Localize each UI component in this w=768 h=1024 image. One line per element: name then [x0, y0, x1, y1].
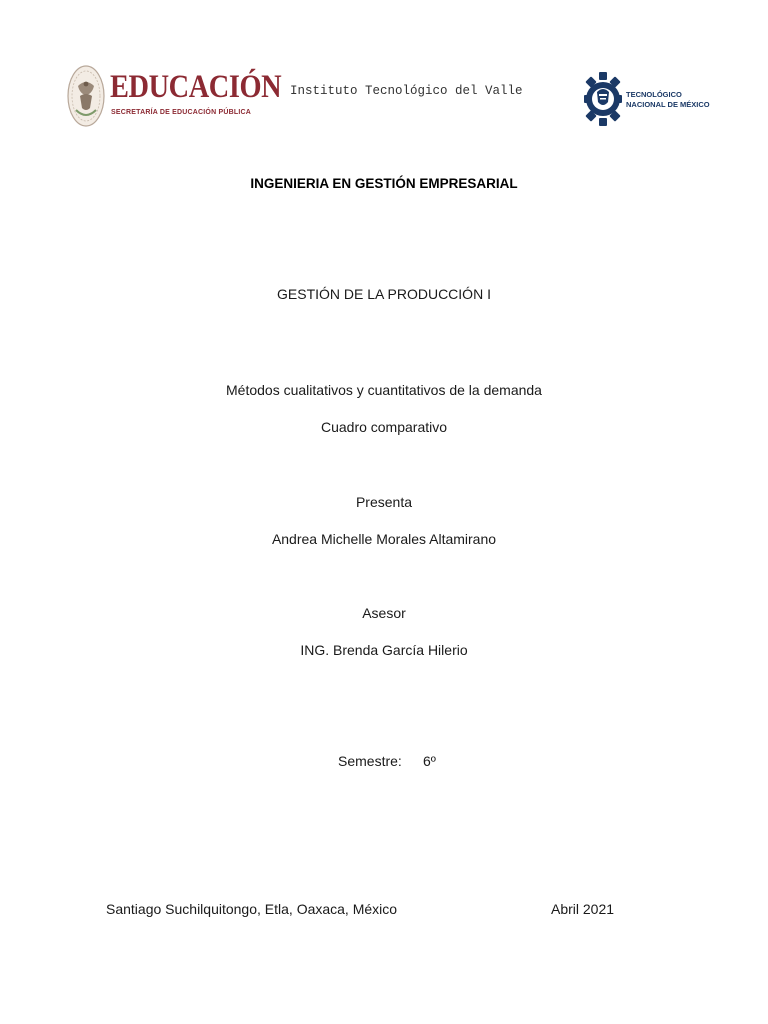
semester-value: 6º	[423, 753, 436, 769]
date-line: Abril 2021	[551, 901, 615, 917]
tecnm-line-2: NACIONAL DE MÉXICO	[626, 100, 710, 109]
institute-name: Instituto Tecnológico del Valle	[290, 84, 523, 98]
sep-educacion-logo	[64, 62, 282, 132]
tecnm-logo	[584, 72, 714, 128]
career-title: INGENIERIA EN GESTIÓN EMPRESARIAL	[250, 176, 518, 191]
subject-title: GESTIÓN DE LA PRODUCCIÓN I	[277, 286, 491, 302]
edu-title: EDUCACIÓN	[110, 69, 282, 105]
advisor-label: Asesor	[362, 605, 406, 621]
mexican-seal-icon	[66, 64, 106, 128]
advisor-name: ING. Brenda García Hilerio	[300, 642, 468, 658]
tecnm-gear-icon	[584, 72, 622, 126]
location-line: Santiago Suchilquitongo, Etla, Oaxaca, México	[106, 901, 398, 917]
semester-label: Semestre:	[338, 753, 402, 769]
tecnm-line-1: TECNOLÓGICO	[626, 90, 682, 99]
work-type-line: Cuadro comparativo	[320, 419, 448, 435]
tecnm-text	[626, 90, 710, 110]
edu-subtitle: SECRETARÍA DE EDUCACIÓN PÚBLICA	[111, 109, 251, 116]
topic-line: Métodos cualitativos y cuantitativos de la demanda	[226, 382, 542, 398]
presenter-name: Andrea Michelle Morales Altamirano	[271, 531, 497, 547]
presenter-label: Presenta	[355, 494, 413, 510]
